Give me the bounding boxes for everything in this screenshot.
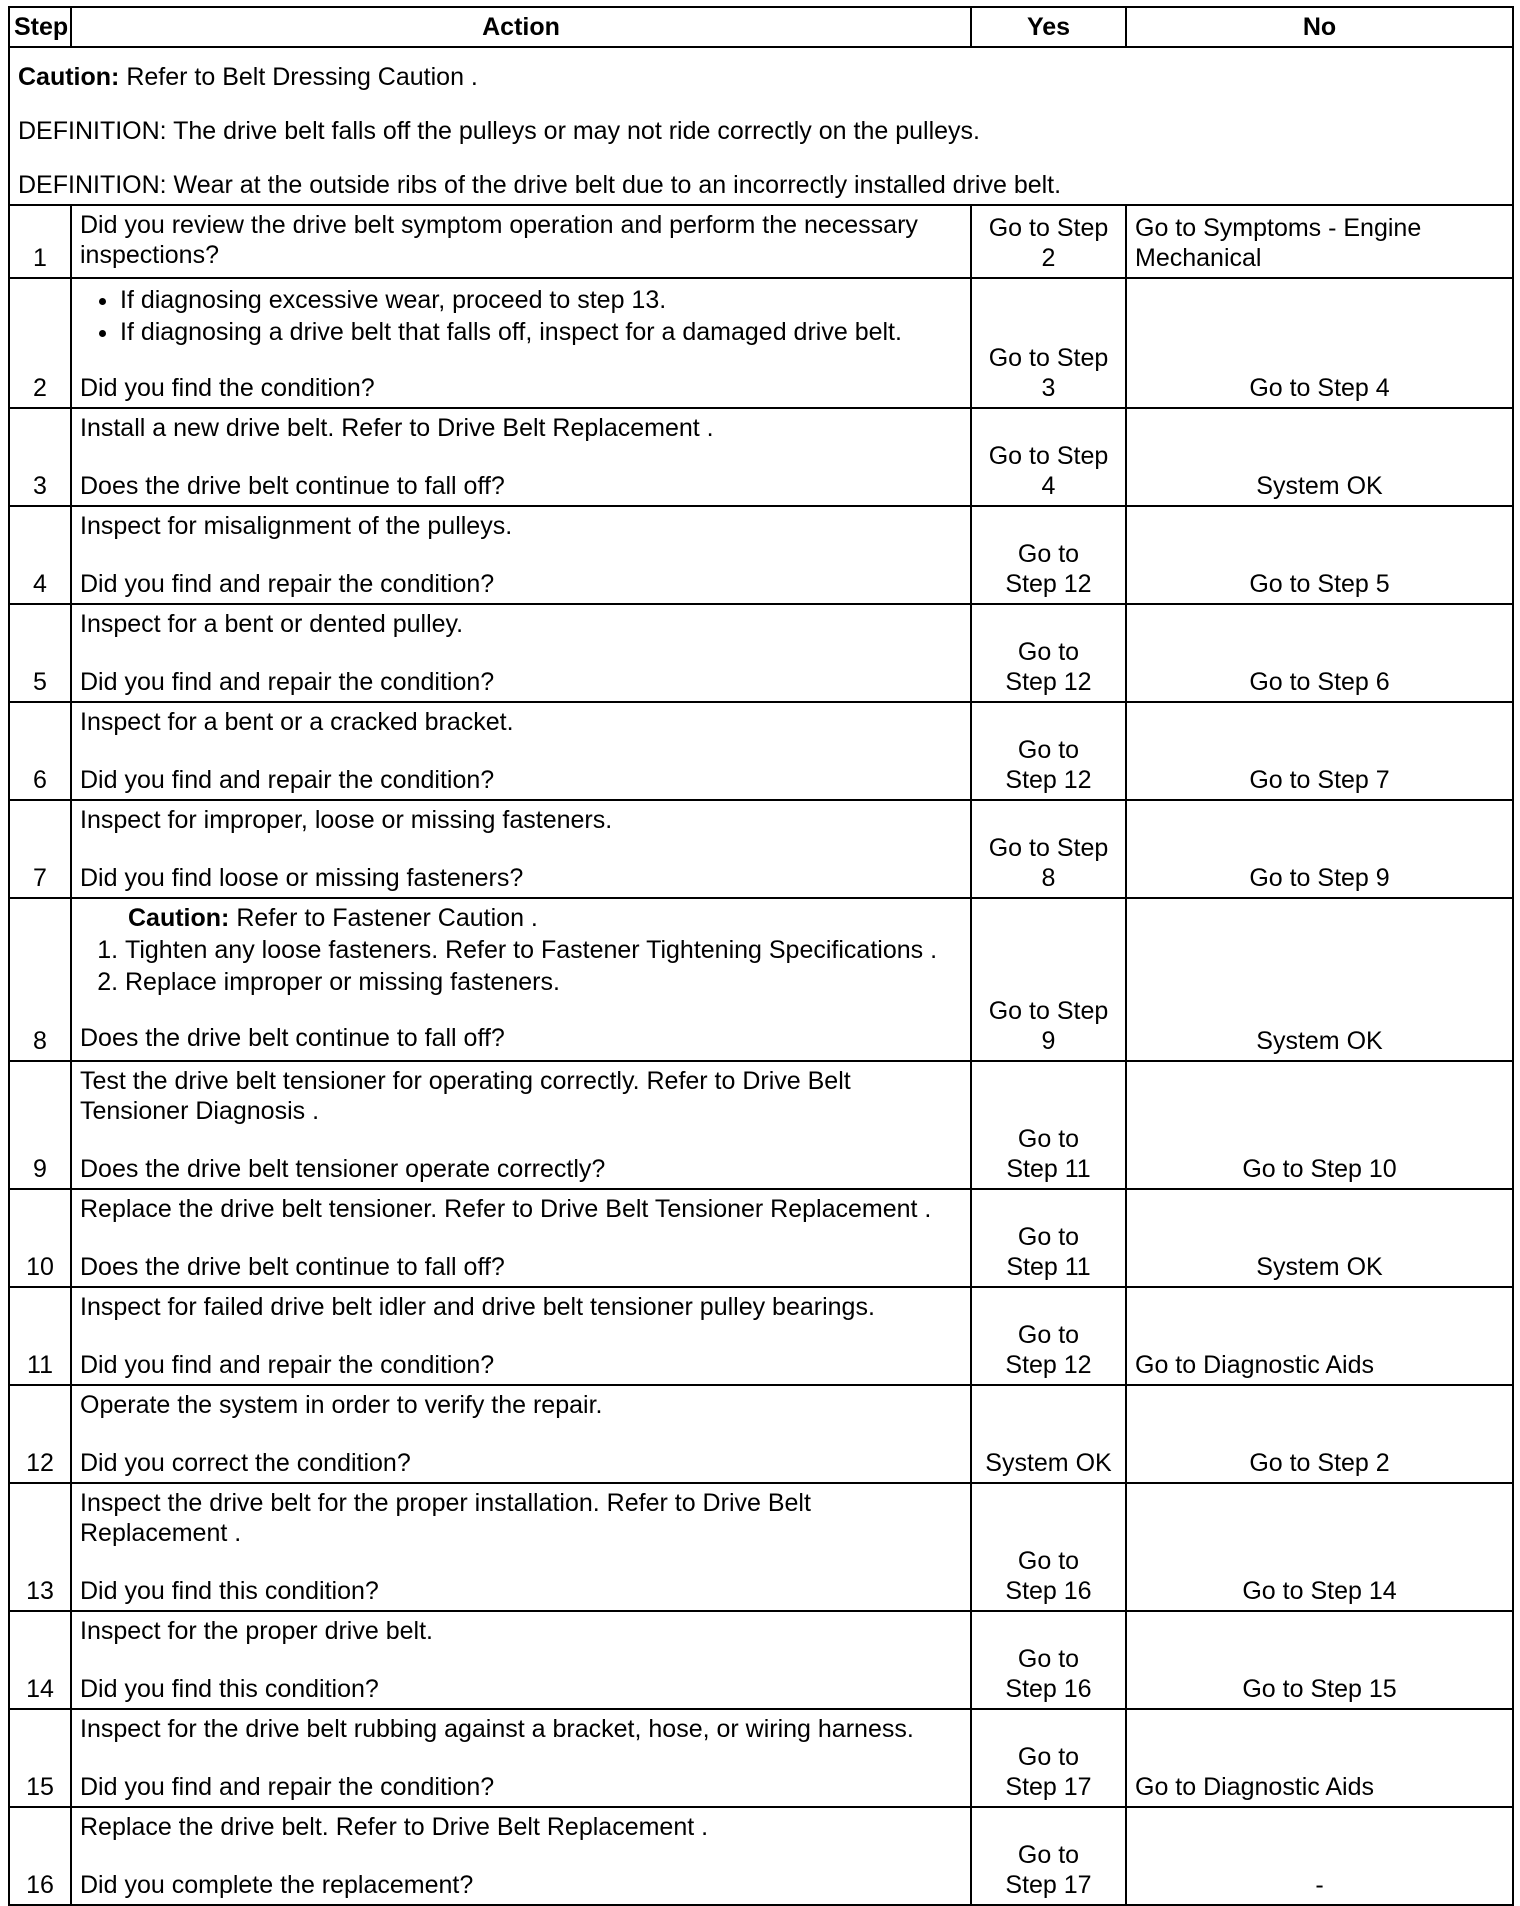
question-text: Does the drive belt continue to fall off? — [80, 1024, 505, 1052]
step-number: 10 — [9, 1189, 71, 1287]
bullet-list — [80, 285, 962, 347]
action-text: Test the drive belt tensioner for operating correctly. Refer to Drive Belt Tensioner Diagnosis . — [80, 1067, 851, 1125]
yes-cell: Go to Step 12 — [971, 1287, 1126, 1385]
step-number: 1 — [9, 205, 71, 278]
step-action — [71, 205, 971, 278]
step-action — [71, 1061, 971, 1189]
step-row-3 — [9, 408, 1513, 506]
action-text: Install a new drive belt. Refer to Drive Belt Replacement . — [80, 414, 714, 442]
question-text: Does the drive belt continue to fall off? — [80, 472, 505, 500]
step-action — [71, 506, 971, 604]
step-number: 13 — [9, 1483, 71, 1611]
no-cell: Go to Step 4 — [1126, 278, 1513, 408]
step-caution — [128, 903, 962, 933]
header-step: Step — [9, 7, 71, 47]
yes-cell: Go to Step 16 — [971, 1483, 1126, 1611]
list-item: 2. Replace improper or missing fasteners. — [125, 967, 962, 997]
caution-text: Refer to Belt Dressing Caution . — [119, 63, 478, 91]
step-row-14 — [9, 1611, 1513, 1709]
step-row-11 — [9, 1287, 1513, 1385]
step-number: 3 — [9, 408, 71, 506]
step-action — [71, 1611, 971, 1709]
intro-row — [9, 47, 1513, 205]
caution-label: Caution: — [18, 63, 120, 91]
no-cell: Go to Diagnostic Aids — [1126, 1287, 1513, 1385]
step-number: 16 — [9, 1807, 71, 1905]
header-action: Action — [71, 7, 971, 47]
question-text: Does the drive belt tensioner operate correctly? — [80, 1155, 606, 1183]
yes-cell: Go to Step 11 — [971, 1189, 1126, 1287]
definition-wear: DEFINITION: Wear at the outside ribs of the drive belt due to an incorrectly installed drive belt. — [18, 171, 1062, 199]
step-row-15 — [9, 1709, 1513, 1807]
yes-cell: Go to Step 12 — [971, 604, 1126, 702]
step-row-12 — [9, 1385, 1513, 1483]
question-text: Does the drive belt continue to fall off? — [80, 1253, 505, 1281]
yes-cell: Go to Step 12 — [971, 702, 1126, 800]
step-number: 2 — [9, 278, 71, 408]
question-text: Did you find and repair the condition? — [80, 570, 495, 598]
question-text: Did you find this condition? — [80, 1577, 379, 1605]
no-cell: Go to Symptoms - Engine Mechanical — [1126, 205, 1513, 278]
caution-text: Refer to Fastener Caution . — [229, 904, 538, 932]
no-cell: Go to Step 5 — [1126, 506, 1513, 604]
yes-cell: Go to Step 17 — [971, 1709, 1126, 1807]
bullet-item: • If diagnosing excessive wear, proceed to step 13. — [120, 285, 962, 315]
yes-cell: Go to Step 2 — [971, 205, 1126, 278]
bullet-item: • If diagnosing a drive belt that falls off, inspect for a damaged drive belt. — [120, 317, 962, 347]
action-text: Inspect for misalignment of the pulleys. — [80, 512, 513, 540]
header-yes: Yes — [971, 7, 1126, 47]
yes-cell: Go to Step 8 — [971, 800, 1126, 898]
action-text: Inspect for a bent or a cracked bracket. — [80, 708, 514, 736]
question-text: Did you find and repair the condition? — [80, 1351, 495, 1379]
step-row-7 — [9, 800, 1513, 898]
yes-cell: Go to Step 17 — [971, 1807, 1126, 1905]
step-row-10 — [9, 1189, 1513, 1287]
step-action — [71, 1287, 971, 1385]
intro-caution — [18, 62, 1504, 92]
step-action — [71, 408, 971, 506]
yes-cell: Go to Step 4 — [971, 408, 1126, 506]
question-text: Did you complete the replacement? — [80, 1871, 474, 1899]
action-text: Operate the system in order to verify the repair. — [80, 1391, 603, 1419]
step-action — [71, 800, 971, 898]
list-item: 1. Tighten any loose fasteners. Refer to Fastener Tightening Specifications . — [125, 935, 962, 965]
yes-cell: System OK — [971, 1385, 1126, 1483]
step-number: 11 — [9, 1287, 71, 1385]
step-action — [71, 1189, 971, 1287]
action-text: Inspect for the proper drive belt. — [80, 1617, 433, 1645]
no-cell: Go to Step 15 — [1126, 1611, 1513, 1709]
numbered-list — [80, 935, 962, 997]
yes-cell: Go to Step 12 — [971, 506, 1126, 604]
no-cell: System OK — [1126, 1189, 1513, 1287]
no-cell: - — [1126, 1807, 1513, 1905]
question-text: Did you find and repair the condition? — [80, 1773, 495, 1801]
yes-cell: Go to Step 3 — [971, 278, 1126, 408]
no-cell: System OK — [1126, 408, 1513, 506]
step-row-6 — [9, 702, 1513, 800]
yes-cell: Go to Step 16 — [971, 1611, 1126, 1709]
step-action — [71, 604, 971, 702]
no-cell: Go to Step 2 — [1126, 1385, 1513, 1483]
action-text: Did you review the drive belt symptom operation and perform the necessary inspections? — [80, 211, 918, 269]
question-text: Did you correct the condition? — [80, 1449, 411, 1477]
action-text: Replace the drive belt tensioner. Refer to Drive Belt Tensioner Replacement . — [80, 1195, 932, 1223]
question-text: Did you find and repair the condition? — [80, 668, 495, 696]
no-cell: Go to Step 9 — [1126, 800, 1513, 898]
question-text: Did you find the condition? — [80, 374, 375, 402]
action-text: Inspect for failed drive belt idler and drive belt tensioner pulley bearings. — [80, 1293, 875, 1321]
caution-label: Caution: — [128, 904, 230, 932]
step-row-8 — [9, 898, 1513, 1061]
header-no: No — [1126, 7, 1513, 47]
step-action — [71, 1385, 971, 1483]
header-row — [9, 7, 1513, 47]
question-text: Did you find this condition? — [80, 1675, 379, 1703]
step-number: 9 — [9, 1061, 71, 1189]
intro-cell — [9, 47, 1513, 205]
step-number: 5 — [9, 604, 71, 702]
yes-cell: Go to Step 11 — [971, 1061, 1126, 1189]
step-number: 6 — [9, 702, 71, 800]
action-text: Inspect for the drive belt rubbing against a bracket, hose, or wiring harness. — [80, 1715, 914, 1743]
step-row-9 — [9, 1061, 1513, 1189]
step-action — [71, 702, 971, 800]
step-number: 12 — [9, 1385, 71, 1483]
step-number: 15 — [9, 1709, 71, 1807]
step-number: 14 — [9, 1611, 71, 1709]
action-text: Inspect for improper, loose or missing fasteners. — [80, 806, 613, 834]
step-action — [71, 1709, 971, 1807]
action-text: Replace the drive belt. Refer to Drive Belt Replacement . — [80, 1813, 709, 1841]
question-text: Did you find and repair the condition? — [80, 766, 495, 794]
step-action — [71, 278, 971, 408]
step-row-13 — [9, 1483, 1513, 1611]
step-row-5 — [9, 604, 1513, 702]
step-action — [71, 1483, 971, 1611]
step-number: 8 — [9, 898, 71, 1061]
definition-falls-off: DEFINITION: The drive belt falls off the pulleys or may not ride correctly on the pulleys. — [18, 117, 980, 145]
diagnostic-table — [8, 6, 1514, 1906]
step-number: 7 — [9, 800, 71, 898]
no-cell: Go to Step 7 — [1126, 702, 1513, 800]
step-action — [71, 1807, 971, 1905]
step-row-16 — [9, 1807, 1513, 1905]
no-cell: System OK — [1126, 898, 1513, 1061]
yes-cell: Go to Step 9 — [971, 898, 1126, 1061]
action-text: Inspect for a bent or dented pulley. — [80, 610, 464, 638]
question-text: Did you find loose or missing fasteners? — [80, 864, 524, 892]
step-row-1 — [9, 205, 1513, 278]
step-number: 4 — [9, 506, 71, 604]
no-cell: Go to Diagnostic Aids — [1126, 1709, 1513, 1807]
action-text: Inspect the drive belt for the proper installation. Refer to Drive Belt Replacement . — [80, 1489, 811, 1547]
no-cell: Go to Step 6 — [1126, 604, 1513, 702]
step-row-2 — [9, 278, 1513, 408]
no-cell: Go to Step 14 — [1126, 1483, 1513, 1611]
step-row-4 — [9, 506, 1513, 604]
no-cell: Go to Step 10 — [1126, 1061, 1513, 1189]
step-action — [71, 898, 971, 1061]
